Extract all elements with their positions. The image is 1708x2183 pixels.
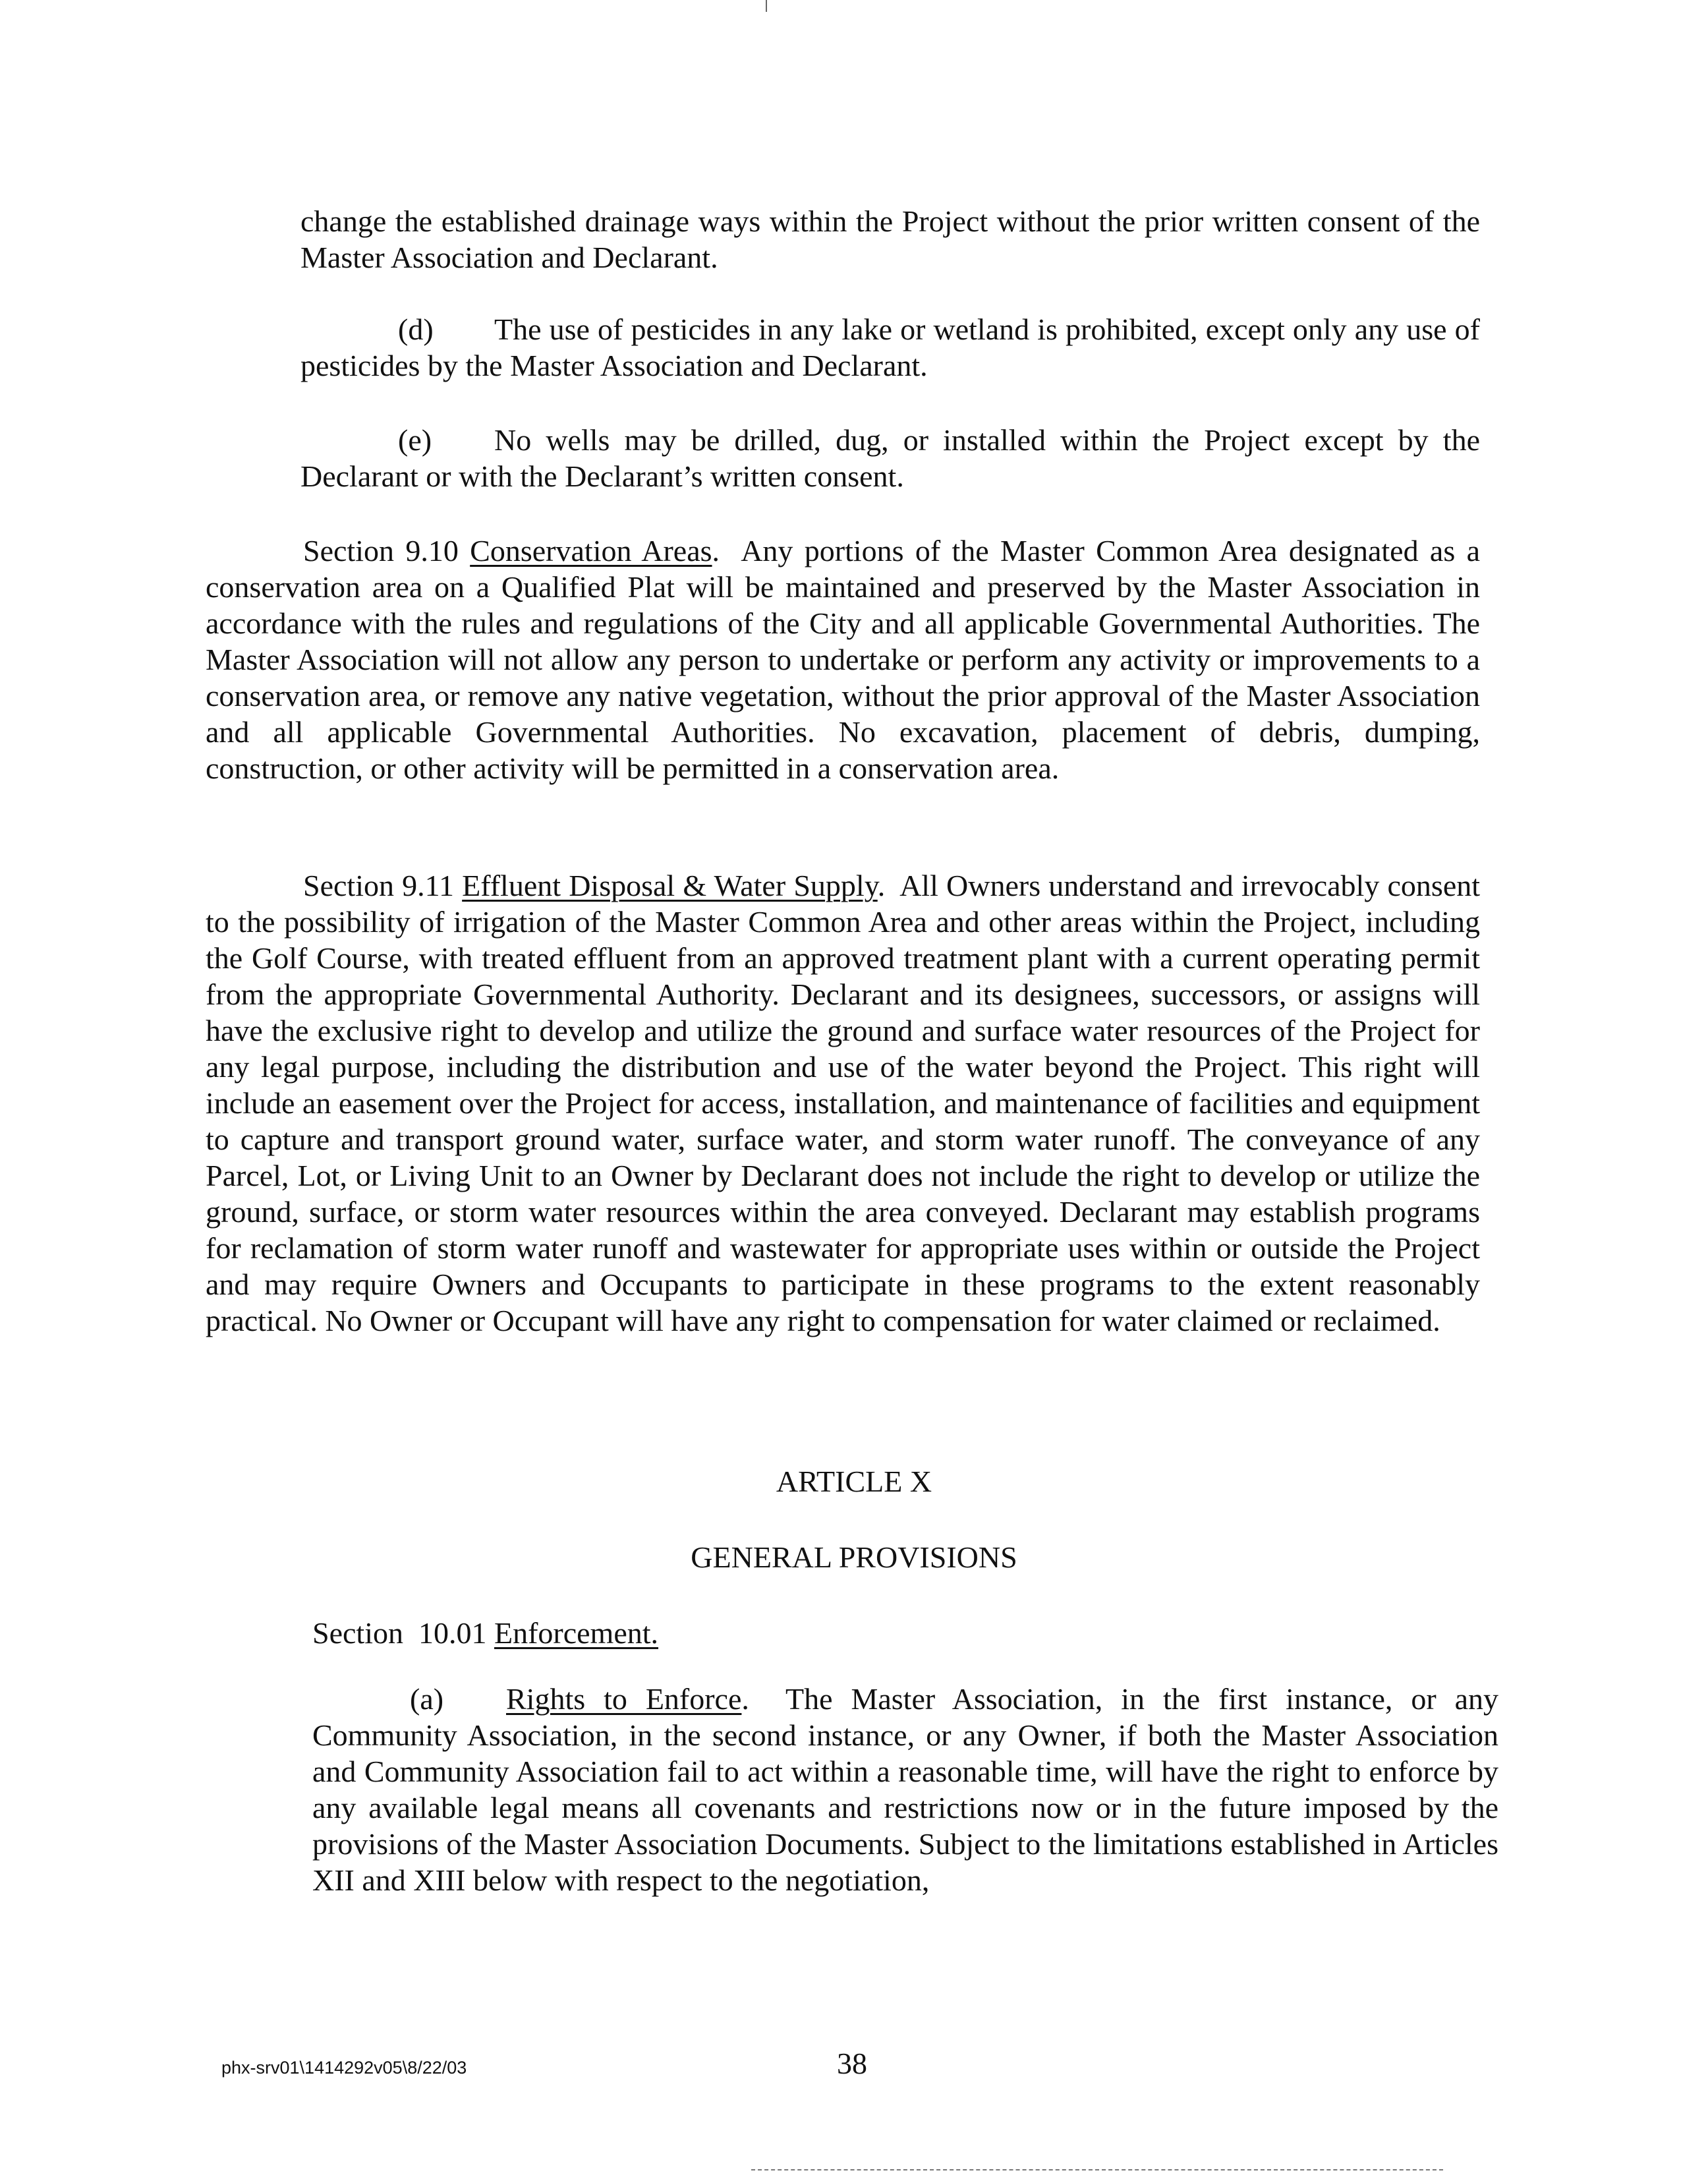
section-9-10-text: Any portions of the Master Common Area designated as a conservation area on a Qualified Plat will be maintained and preserved by the Master Association in accordance with the rules and regulations of the City and all applicable Governmental Authorities. The Master Association will not allow any person to undertake or perform any activity or improvements to a conservation area, or remove any native vegetation, without the prior approval of the Master Association and all applicable Governmental Authorities. No excavation, placement of debris, dumping, construction, or other activity will be permitted in a conservation area. (206, 534, 1481, 785)
paragraph-d (300, 311, 1480, 384)
section-10-01-number: Section 10.01 (312, 1616, 487, 1650)
scan-mark (766, 0, 767, 12)
article-subtitle: GENERAL PROVISIONS (691, 1540, 1017, 1574)
paragraph-a: (a) Rights to Enforce. The Master Association, in the first instance, or any Community Association, in the second instance, or any Owner, if both the Master Association and Community Association fail to act within a reasonable time, will have the right to enforce by any available legal means all covenants and restrictions now or in the future imposed by the provisions of the Master Association Documents. Subject to the limitations established in Articles XII and XIII below with respect to the negotiation, (312, 1682, 1499, 1897)
article-title: ARTICLE X (776, 1465, 932, 1498)
section-10-01-heading: Enforcement. (494, 1616, 659, 1650)
section-9-11-heading: Effluent Disposal & Water Supply (462, 869, 878, 902)
paragraph-e-text: No wells may be drilled, dug, or installed within the Project except by the Declarant or with the Declarant’s written consent. (300, 423, 1480, 493)
continuation-paragraph (300, 203, 1480, 276)
paragraph-d-label: (d) (398, 312, 434, 346)
paragraph-d-text: The use of pesticides in any lake or wetland is prohibited, except only any use of pesticides by the Master Association and Declarant. (300, 312, 1480, 382)
section-9-11-text: All Owners understand and irrevocably consent to the possibility of irrigation of the Master Common Area and other areas within the Project, including the Golf Course, with treated effluent from an approved treatment plant with a current operating permit from the appropriate Governmental Authority. Declarant and its designees, successors, or assigns will have the exclusive right to develop and utilize the ground and surface water resources of the Project for any legal purpose, including the distribution and use of the water beyond the Project. This right will include an easement over the Project for access, installation, and maintenance of facilities and equipment to capture and transport ground water, surface water, and storm water runoff. The conveyance of any Parcel, Lot, or Living Unit to an Owner by Declarant does not include the right to develop or utilize the ground, surface, or storm water resources within the area conveyed. Declarant may establish programs for reclamation of storm water runoff and wastewater for appropriate uses within or outside the Project and may require Owners and Occupants to participate in these programs to the extent reasonably practical. No Owner or Occupant will have any right to compensation for water claimed or reclaimed. (206, 869, 1481, 1337)
section-9-10-heading: Conservation Areas (470, 534, 712, 568)
document-id-footer: phx-srv01\1414292v05\8/22/03 (221, 2058, 467, 2078)
section-9-10-number: Section 9.10 (303, 534, 459, 568)
continuation-text: change the established drainage ways within the Project without the prior written consent of the Master Association and Declarant. (300, 204, 1480, 274)
section-9-10: Section 9.10 Conservation Areas. Any portions of the Master Common Area designated as a conservation area on a Qualified Plat will be maintained and preserved by the Master Association in accordance with the rules and regulations of the City and all applicable Governmental Authorities. The Master Association will not allow any person to undertake or perform any activity or improvements to a conservation area, or remove any native vegetation, without the prior approval of the Master Association and all applicable Governmental Authorities. No excavation, placement of debris, dumping, construction, or other activity will be permitted in a conservation area. (206, 534, 1481, 785)
section-9-11-number: Section 9.11 (303, 869, 454, 902)
section-9-11: Section 9.11 Effluent Disposal & Water Supply. All Owners understand and irrevocably consent to the possibility of irrigation of the Master Common Area and other areas within the Project, including the Golf Course, with treated effluent from an approved treatment plant with a current operating permit from the appropriate Governmental Authority. Declarant and its designees, successors, or assigns will have the exclusive right to develop and utilize the ground and surface water resources of the Project for any legal purpose, including the distribution and use of the water beyond the Project. This right will include an easement over the Project for access, installation, and maintenance of facilities and equipment to capture and transport ground water, surface water, and storm water runoff. The conveyance of any Parcel, Lot, or Living Unit to an Owner by Declarant does not include the right to develop or utilize the ground, surface, or storm water resources within the area conveyed. Declarant may establish programs for reclamation of storm water runoff and wastewater for appropriate uses within or outside the Project and may require Owners and Occupants to participate in these programs to the extent reasonably practical. No Owner or Occupant will have any right to compensation for water claimed or reclaimed. (206, 869, 1481, 1337)
paragraph-a-heading: Rights to Enforce (506, 1682, 742, 1716)
section-10-01 (312, 1615, 1498, 1651)
page-number: 38 (837, 2047, 867, 2080)
paragraph-a-text: The Master Association, in the first instance, or any Community Association, in the second instance, or any Owner, if both the Master Association and Community Association fail to act within a reasonable time, will have the right to enforce by any available legal means all covenants and restrictions now or in the future imposed by the provisions of the Master Association Documents. Subject to the limitations established in Articles XII and XIII below with respect to the negotiation, (312, 1682, 1499, 1897)
paragraph-a-label: (a) (410, 1682, 444, 1716)
bottom-rule (751, 2169, 1443, 2170)
paragraph-e (300, 422, 1480, 494)
paragraph-e-label: (e) (398, 423, 432, 457)
